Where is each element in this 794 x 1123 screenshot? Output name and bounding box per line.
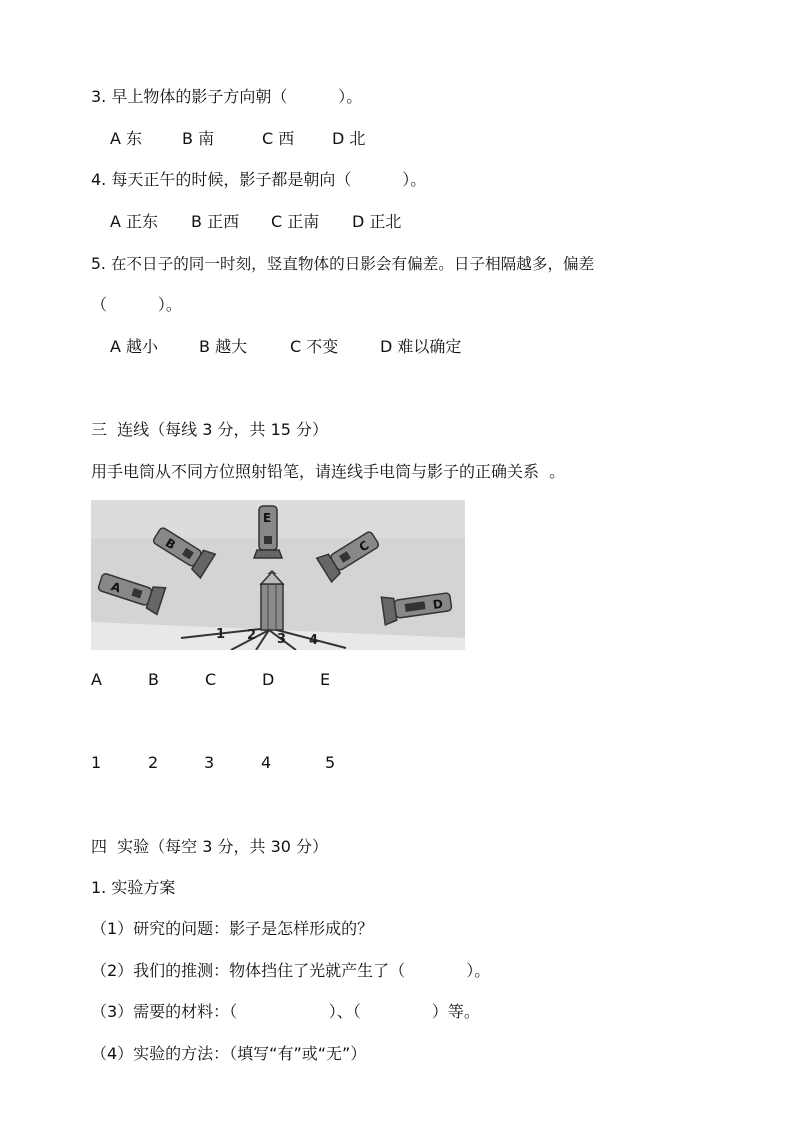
experiment-item-2: （2）我们的推测：物体挡住了光就产生了（ ）。 [91, 961, 491, 980]
question-4-option-b: B 正西 [191, 212, 240, 231]
section-3-instruction: 用手电筒从不同方位照射铅笔，请连线手电筒与影子的正确关系 。 [91, 462, 566, 481]
question-5-stem-line1: 5. 在不日子的同一时刻，竖直物体的日影会有偏差。日子相隔越多，偏差 [91, 255, 595, 273]
experiment-item-1: （1）研究的问题：影子是怎样形成的？ [91, 919, 374, 938]
match-number-3[interactable]: 3 [204, 753, 215, 772]
question-5-option-a: A 越小 [110, 337, 159, 356]
match-letter-b[interactable]: B [148, 670, 159, 689]
flashlight-pencil-illustration [91, 500, 465, 650]
match-number-4[interactable]: 4 [261, 753, 272, 772]
flashlight-letter-a: A [109, 579, 123, 596]
section-4-heading: 四 实验（每空 3 分，共 30 分） [91, 837, 329, 856]
shadow-number-4: 4 [309, 633, 319, 648]
question-3-stem: 3. 早上物体的影子方向朝（ ）。 [91, 87, 363, 106]
question-4-stem: 4. 每天正午的时候，影子都是朝向（ ）。 [91, 170, 427, 189]
shadow-number-2: 2 [247, 628, 257, 643]
match-letter-a[interactable]: A [91, 670, 102, 689]
shadow-number-1: 1 [216, 627, 226, 642]
match-letter-e[interactable]: E [320, 670, 331, 689]
match-number-5[interactable]: 5 [325, 753, 336, 772]
flashlight-letter-c: C [356, 538, 372, 555]
question-5-stem-line2: （ ）。 [91, 295, 182, 314]
question-3-option-a: A 东 [110, 129, 143, 148]
match-number-1[interactable]: 1 [91, 753, 102, 772]
section-4-sub-heading: 1. 实验方案 [91, 878, 176, 897]
question-4-option-d: D 正北 [352, 212, 402, 231]
flashlight-letter-d: D [432, 596, 444, 612]
flashlight-letter-e: E [263, 511, 272, 525]
experiment-item-4: （4）实验的方法：（填写“有”或“无”） [91, 1044, 367, 1063]
match-letter-c[interactable]: C [205, 670, 217, 689]
match-letter-d[interactable]: D [262, 670, 275, 689]
question-4-option-c: C 正南 [271, 212, 320, 231]
experiment-item-3: （3）需要的材料：（ ）、（ ）等。 [91, 1002, 480, 1021]
question-5-option-d: D 难以确定 [380, 337, 462, 356]
question-5-option-c: C 不变 [290, 337, 339, 356]
question-3-option-d: D 北 [332, 129, 366, 148]
section-3-heading: 三 连线（每线 3 分，共 15 分） [91, 420, 329, 439]
question-4-option-a: A 正东 [110, 212, 159, 231]
flashlight-letter-b: B [162, 535, 179, 553]
question-3-option-c: C 西 [262, 129, 295, 148]
illustration-svg [91, 500, 465, 650]
question-5-option-b: B 越大 [199, 337, 248, 356]
shadow-number-3: 3 [277, 632, 287, 647]
match-number-2[interactable]: 2 [148, 753, 159, 772]
question-3-option-b: B 南 [182, 129, 215, 148]
